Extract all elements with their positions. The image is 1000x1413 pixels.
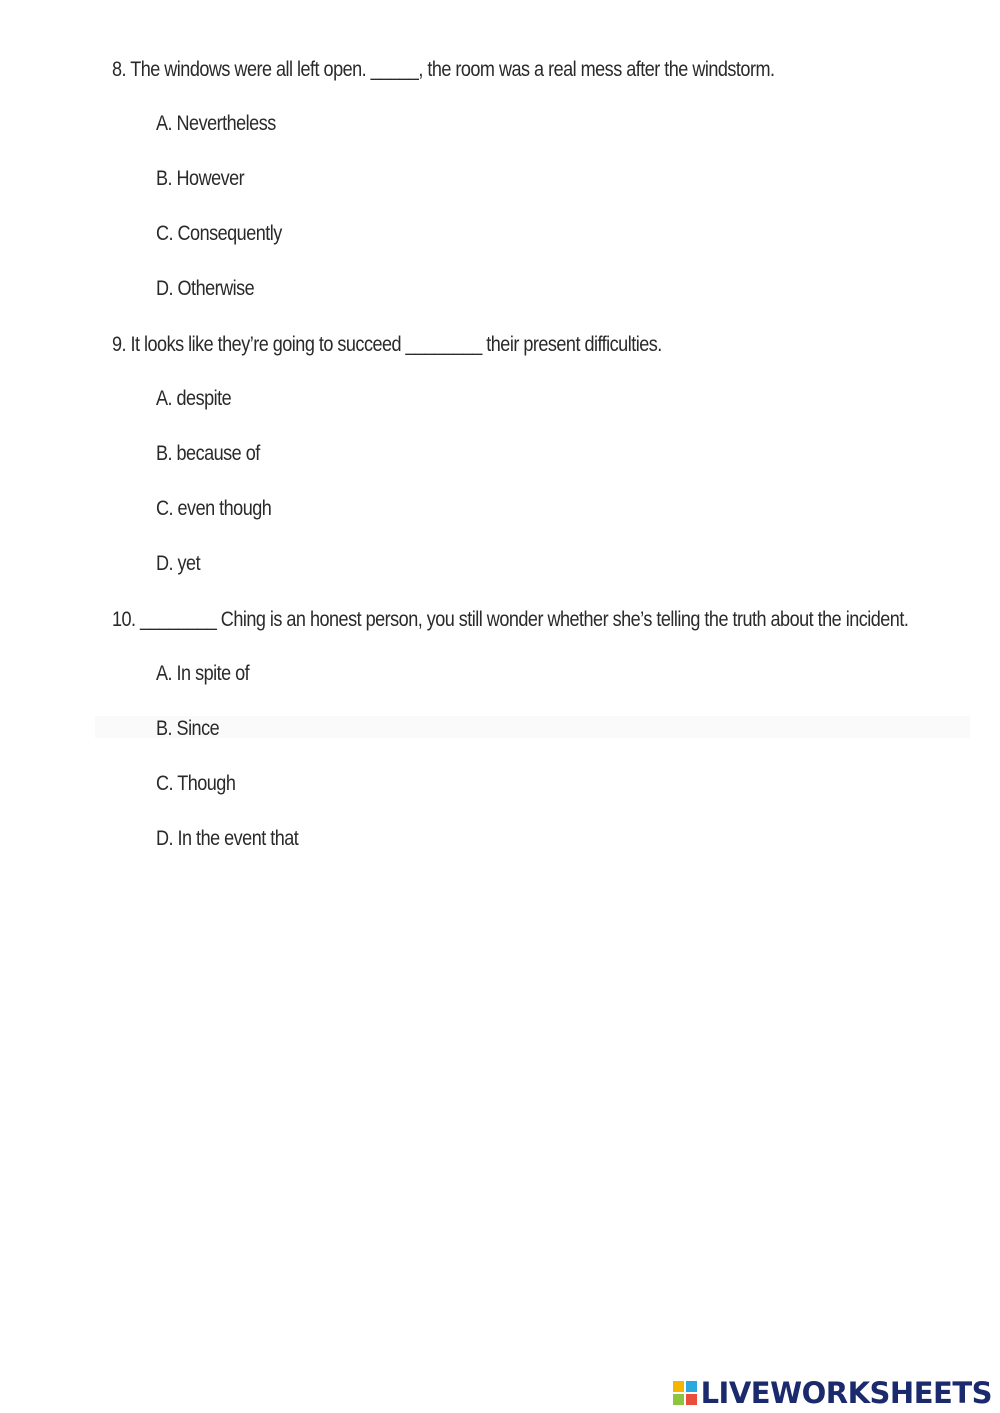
question-10-options [156, 662, 321, 882]
question-8-options [156, 112, 302, 332]
question-10-text: 10. ________ Ching is an honest person, you still wonder whether she’s telling the truth about the incident. [112, 608, 909, 631]
question-8-option-a[interactable]: A. Nevertheless [156, 112, 276, 135]
question-10-option-d[interactable]: D. In the event that [156, 827, 299, 850]
question-9-option-c[interactable]: C. even though [156, 497, 272, 520]
question-9-option-b[interactable]: B. because of [156, 442, 260, 465]
question-9-option-a[interactable]: A. despite [156, 387, 232, 410]
question-9-options [156, 387, 290, 607]
question-9-text: 9. It looks like they’re going to succeed ________ their present difficulties. [112, 333, 662, 356]
question-10-option-c[interactable]: C. Though [156, 772, 236, 795]
logo-square-1 [673, 1381, 684, 1392]
question-10-option-b[interactable]: B. Since [156, 717, 220, 740]
question-8-option-d[interactable]: D. Otherwise [156, 277, 255, 300]
question-8-option-b[interactable]: B. However [156, 167, 245, 190]
logo-square-3 [673, 1394, 684, 1405]
logo-square-2 [686, 1381, 697, 1392]
question-10-option-a[interactable]: A. In spite of [156, 662, 250, 685]
liveworksheets-logo[interactable] [673, 1375, 992, 1411]
liveworksheets-logo-text: LIVEWORKSHEETS [700, 1376, 992, 1410]
logo-square-4 [686, 1394, 697, 1405]
question-8-option-c[interactable]: C. Consequently [156, 222, 282, 245]
liveworksheets-logo-icon [673, 1381, 697, 1405]
question-9-option-d[interactable]: D. yet [156, 552, 201, 575]
question-8-text: 8. The windows were all left open. _____, the room was a real mess after the windstorm. [112, 58, 775, 81]
